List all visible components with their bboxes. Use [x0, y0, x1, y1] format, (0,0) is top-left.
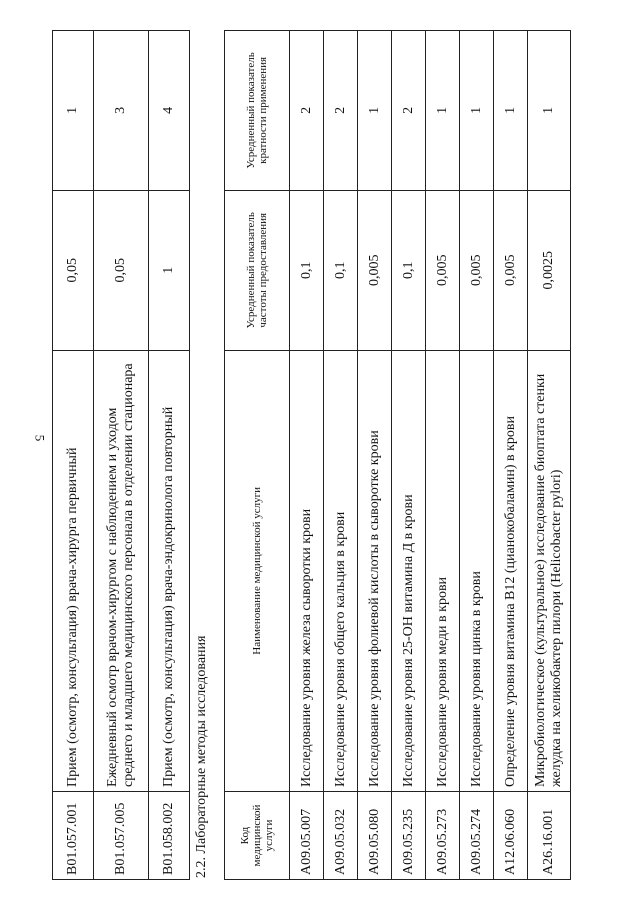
frequency-value: 0,1	[324, 190, 358, 350]
multiplicity-value: 1	[53, 31, 94, 191]
service-code: B01.057.001	[53, 792, 94, 880]
service-code: A09.05.080	[358, 792, 392, 880]
multiplicity-value: 1	[426, 31, 460, 191]
frequency-value: 0,005	[460, 190, 494, 350]
service-code: B01.058.002	[149, 792, 190, 880]
service-name: Прием (осмотр, консультация) врача-эндокринолога повторный	[149, 350, 190, 791]
table-row	[53, 31, 94, 880]
frequency-value: 0,05	[53, 190, 94, 350]
multiplicity-value: 1	[358, 31, 392, 191]
frequency-value: 0,05	[94, 190, 149, 350]
service-name: Определение уровня витамина B12 (цианокобаламин) в крови	[494, 350, 528, 791]
service-name: Ежедневный осмотр врачом-хирургом с наблюдением и уходом среднего и младшего медицинского персонала в отделении стационара	[94, 350, 149, 791]
multiplicity-value: 4	[149, 31, 190, 191]
table-header-row	[225, 31, 290, 880]
table-row	[358, 31, 392, 880]
multiplicity-value: 1	[460, 31, 494, 191]
multiplicity-value: 3	[94, 31, 149, 191]
header-multiplicity: Усредненный показатель кратности применения	[225, 31, 290, 191]
frequency-value: 0,005	[358, 190, 392, 350]
table-row	[494, 31, 528, 880]
service-name: Исследование уровня цинка в крови	[460, 350, 494, 791]
frequency-value: 0,005	[426, 190, 460, 350]
lab-methods-table	[224, 30, 571, 880]
page-number: 5	[32, 434, 48, 442]
header-code: Код медицинской услуги	[225, 792, 290, 880]
table-row	[460, 31, 494, 880]
service-code: A12.06.060	[494, 792, 528, 880]
table-row	[149, 31, 190, 880]
service-code: A09.05.235	[392, 792, 426, 880]
service-name: Исследование уровня железа сыворотки крови	[290, 350, 324, 791]
service-code: A09.05.032	[324, 792, 358, 880]
service-code: A09.05.273	[426, 792, 460, 880]
section-title: 2.2. Лабораторные методы исследования	[194, 635, 209, 878]
multiplicity-value: 2	[392, 31, 426, 191]
service-name: Микробиологическое (культуральное) исследование биоптата стенки желудка на хеликобактер пилори (Helicobacter pylori)	[528, 350, 571, 791]
frequency-value: 1	[149, 190, 190, 350]
service-code: B01.057.005	[94, 792, 149, 880]
header-frequency: Усредненный показатель частоты предоставления	[225, 190, 290, 350]
service-code: A26.16.001	[528, 792, 571, 880]
frequency-value: 0,1	[392, 190, 426, 350]
multiplicity-value: 2	[290, 31, 324, 191]
multiplicity-value: 1	[494, 31, 528, 191]
table-row	[94, 31, 149, 880]
multiplicity-value: 1	[528, 31, 571, 191]
rotated-page-content	[52, 30, 622, 880]
table-row	[392, 31, 426, 880]
table-row	[528, 31, 571, 880]
service-name: Исследование уровня 25-ОН витамина Д в крови	[392, 350, 426, 791]
header-name: Наименование медицинской услуги	[225, 350, 290, 791]
table-row	[426, 31, 460, 880]
service-code: A09.05.007	[290, 792, 324, 880]
service-name: Исследование уровня общего кальция в крови	[324, 350, 358, 791]
service-name: Исследование уровня фолиевой кислоты в сыворотке крови	[358, 350, 392, 791]
service-name: Исследование уровня меди в крови	[426, 350, 460, 791]
service-name: Прием (осмотр, консультация) врача-хирурга первичный	[53, 350, 94, 791]
service-code: A09.05.274	[460, 792, 494, 880]
table-row	[290, 31, 324, 880]
table-row	[324, 31, 358, 880]
multiplicity-value: 2	[324, 31, 358, 191]
frequency-value: 0,1	[290, 190, 324, 350]
frequency-value: 0,0025	[528, 190, 571, 350]
frequency-value: 0,005	[494, 190, 528, 350]
services-table-top	[52, 30, 190, 880]
